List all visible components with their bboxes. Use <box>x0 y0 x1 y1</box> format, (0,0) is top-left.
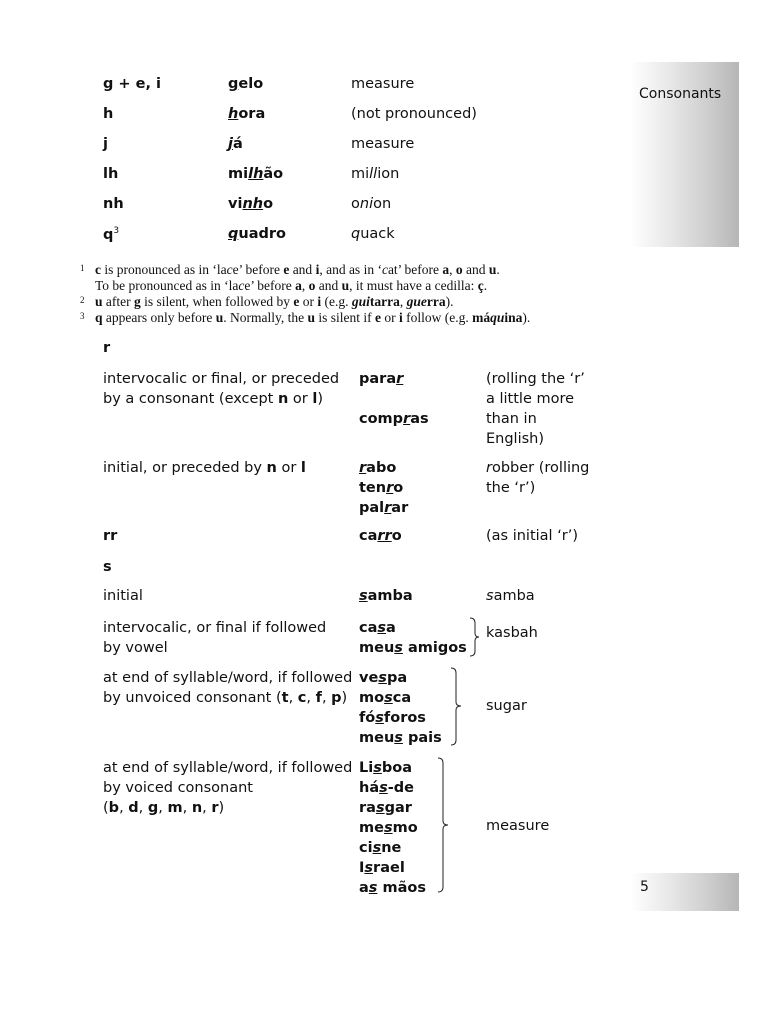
example-words: rabo tenro palrar <box>359 460 409 516</box>
page-number-tab <box>630 873 739 911</box>
example-word: hora <box>228 106 266 122</box>
example-word: samba <box>359 588 413 604</box>
sound-cell: samba <box>486 588 535 604</box>
footnote-3: 3 q appears only before u. Normally, the u is silent if e or i follow (e.g. máquina). <box>80 310 531 325</box>
sound-cell: (not pronounced) <box>351 106 477 122</box>
footnote-1: 1 c is pronounced as in ‘lace’ before e and i, and as in ‘cat’ before a, o and u. To be pronounced as in ‘lace’ before a, o and u, it must have a cedilla: ç. <box>80 262 500 293</box>
condition-cell: intervocalic or final, or preceded by a consonant (except n or l) <box>103 371 340 407</box>
condition-cell: intervocalic, or final if followed by vowel <box>103 620 327 656</box>
example-words: Lisboa hás-de rasgar mesmo cisne Israel as mãos <box>359 760 426 896</box>
brace-icon <box>436 757 450 893</box>
sound-cell: robber (rolling the ‘r’) <box>486 460 590 496</box>
sound-cell: million <box>351 166 400 182</box>
sound-cell: measure <box>351 136 415 152</box>
section-header-rr: rr <box>103 528 118 544</box>
example-words: parar compras <box>359 371 429 427</box>
condition-cell: initial <box>103 588 143 604</box>
letter-cell: h <box>103 106 114 122</box>
brace-icon <box>449 667 463 746</box>
example-word: gelo <box>228 76 264 92</box>
section-tab-title: Consonants <box>639 86 722 102</box>
example-words: casa meus amigos <box>359 620 467 656</box>
footnote-2: 2 u after g is silent, when followed by e or i (e.g. guitarra, guerra). <box>80 294 454 309</box>
condition-cell: at end of syllable/word, if followed by voiced consonant (b, d, g, m, n, r) <box>103 760 353 816</box>
section-header-s: s <box>103 559 112 575</box>
sound-cell: sugar <box>486 698 527 714</box>
sound-cell: onion <box>351 196 392 212</box>
example-word: vinho <box>228 196 274 212</box>
sound-cell: quack <box>351 226 395 242</box>
condition-cell: initial, or preceded by n or l <box>103 460 306 476</box>
example-word: já <box>228 136 243 152</box>
sound-cell: (rolling the ‘r’ a little more than in English) <box>486 371 585 447</box>
brace-icon <box>468 617 480 657</box>
sound-cell: kasbah <box>486 625 538 641</box>
example-word: carro <box>359 528 402 544</box>
letter-cell: g + e, i <box>103 76 162 92</box>
letter-cell: lh <box>103 166 119 182</box>
example-word: quadro <box>228 226 286 242</box>
sound-cell: (as initial ‘r’) <box>486 528 579 544</box>
letter-cell: j <box>103 136 108 152</box>
condition-cell: at end of syllable/word, if followed by unvoiced consonant (t, c, f, p) <box>103 670 353 706</box>
letter-cell: $q^3$ <box>103 226 120 243</box>
page-number: 5 <box>640 879 649 895</box>
section-header-r: r <box>103 340 111 356</box>
sound-cell: measure <box>486 818 550 834</box>
letter-cell: nh <box>103 196 124 212</box>
example-words: vespa mosca fósforos meus pais <box>359 670 442 746</box>
sound-cell: measure <box>351 76 415 92</box>
example-word: milhão <box>228 166 284 182</box>
section-tab <box>630 62 739 247</box>
